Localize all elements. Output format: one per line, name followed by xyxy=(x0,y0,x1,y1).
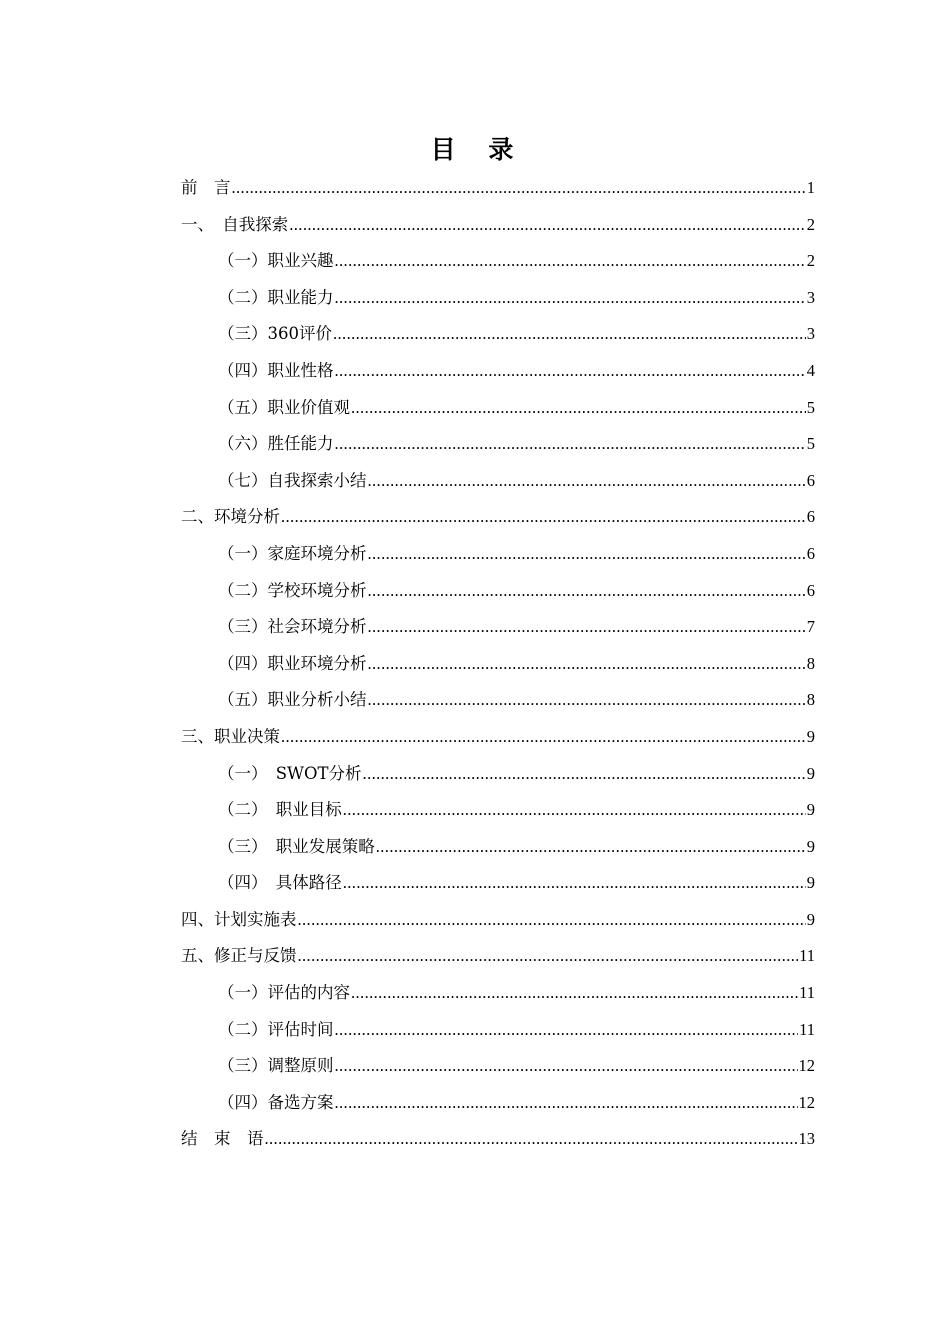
toc-entry-label: （一） SWOT分析 xyxy=(218,763,362,783)
toc-entry-label: （四）职业环境分析 xyxy=(218,653,367,673)
toc-entry[interactable] xyxy=(181,975,815,1012)
toc-entry-label: （一）职业兴趣 xyxy=(218,251,334,271)
toc-entry-page-number: 9 xyxy=(806,909,815,929)
toc-entry-page-number: 6 xyxy=(806,580,815,600)
toc-entry-page-number: 4 xyxy=(806,360,815,380)
toc-dot-leader xyxy=(368,682,806,719)
toc-entry[interactable] xyxy=(181,829,815,866)
toc-entry-page-number: 11 xyxy=(799,946,815,966)
toc-dot-leader xyxy=(289,207,806,244)
toc-entry-label: 四、计划实施表 xyxy=(181,909,297,929)
toc-entry[interactable] xyxy=(181,756,815,793)
toc-entry-label: 一、 自我探索 xyxy=(181,214,289,234)
toc-entry-page-number: 9 xyxy=(806,763,815,783)
toc-entry-page-number: 8 xyxy=(806,653,815,673)
toc-entry-page-number: 2 xyxy=(806,214,815,234)
toc-entry[interactable] xyxy=(181,536,815,573)
toc-entry-page-number: 9 xyxy=(806,836,815,856)
toc-entry-label: 五、修正与反馈 xyxy=(181,946,297,966)
toc-dot-leader xyxy=(335,243,806,280)
toc-dot-leader xyxy=(333,316,806,353)
toc-entry-page-number: 9 xyxy=(806,800,815,820)
toc-dot-leader xyxy=(351,975,798,1012)
toc-entry[interactable] xyxy=(181,646,815,683)
toc-entry-page-number: 3 xyxy=(806,324,815,344)
toc-dot-leader xyxy=(343,865,806,902)
toc-entry[interactable] xyxy=(181,1085,815,1122)
toc-entry[interactable] xyxy=(181,243,815,280)
toc-entry-label: （四） 具体路径 xyxy=(218,873,342,893)
toc-entry[interactable] xyxy=(181,280,815,317)
toc-entry-label: （二）评估时间 xyxy=(218,1019,334,1039)
toc-entry[interactable] xyxy=(181,207,815,244)
toc-entry-label: （一）家庭环境分析 xyxy=(218,543,367,563)
toc-entry-label: （一）评估的内容 xyxy=(218,983,350,1003)
toc-entry-label: （六）胜任能力 xyxy=(218,434,334,454)
toc-entry-label: （二）职业能力 xyxy=(218,287,334,307)
toc-entry[interactable] xyxy=(181,792,815,829)
toc-entry-page-number: 2 xyxy=(806,251,815,271)
toc-dot-leader xyxy=(335,1048,798,1085)
toc-entry[interactable] xyxy=(181,719,815,756)
toc-entry[interactable] xyxy=(181,1121,815,1158)
toc-entry-label: 前 言 xyxy=(181,178,231,197)
toc-entry-label: （二） 职业目标 xyxy=(218,800,342,820)
toc-entry-label: （二）学校环境分析 xyxy=(218,580,367,600)
toc-entry[interactable] xyxy=(181,573,815,610)
toc-dot-leader xyxy=(298,902,806,939)
toc-entry-page-number: 11 xyxy=(799,1019,815,1039)
toc-dot-leader xyxy=(335,1012,799,1049)
toc-entry-label: （四）职业性格 xyxy=(218,360,334,380)
toc-dot-leader xyxy=(298,938,799,975)
toc-entry-page-number: 3 xyxy=(806,287,815,307)
toc-dot-leader xyxy=(335,1085,798,1122)
toc-entry-label: 二、环境分析 xyxy=(181,507,280,527)
toc-dot-leader xyxy=(368,573,806,610)
toc-list xyxy=(181,170,815,1158)
toc-entry[interactable] xyxy=(181,170,815,207)
toc-entry-label: （三）调整原则 xyxy=(218,1056,334,1076)
toc-entry[interactable] xyxy=(181,316,815,353)
toc-entry-label: （三） 职业发展策略 xyxy=(218,836,375,856)
toc-entry-page-number: 11 xyxy=(799,983,815,1003)
toc-entry[interactable] xyxy=(181,1012,815,1049)
toc-entry-label: （三）社会环境分析 xyxy=(218,617,367,637)
toc-dot-leader xyxy=(335,426,806,463)
toc-entry-page-number: 6 xyxy=(806,543,815,563)
toc-dot-leader xyxy=(368,646,806,683)
toc-dot-leader xyxy=(351,390,806,427)
toc-dot-leader xyxy=(265,1121,798,1158)
toc-entry-page-number: 6 xyxy=(806,470,815,490)
toc-entry-label: 结 束 语 xyxy=(181,1129,264,1149)
toc-entry[interactable] xyxy=(181,463,815,500)
toc-entry[interactable] xyxy=(181,499,815,536)
toc-dot-leader xyxy=(281,719,806,756)
toc-entry-page-number: 13 xyxy=(798,1129,815,1149)
toc-entry-label: 三、职业决策 xyxy=(181,726,280,746)
toc-dot-leader xyxy=(281,499,806,536)
toc-entry-page-number: 12 xyxy=(798,1056,815,1076)
toc-entry-label: （五）职业价值观 xyxy=(218,397,350,417)
toc-dot-leader xyxy=(368,463,806,500)
toc-dot-leader xyxy=(376,829,806,866)
toc-dot-leader xyxy=(363,756,806,793)
toc-entry-page-number: 7 xyxy=(806,617,815,637)
toc-title: 目 录 xyxy=(430,135,526,164)
toc-entry-page-number: 6 xyxy=(806,507,815,527)
toc-dot-leader xyxy=(343,792,806,829)
toc-dot-leader xyxy=(335,280,806,317)
toc-entry[interactable] xyxy=(181,682,815,719)
toc-dot-leader xyxy=(368,609,806,646)
toc-entry[interactable] xyxy=(181,426,815,463)
toc-entry[interactable] xyxy=(181,609,815,646)
toc-entry-page-number: 5 xyxy=(806,434,815,454)
toc-dot-leader xyxy=(232,170,806,207)
toc-entry-page-number: 9 xyxy=(806,873,815,893)
toc-entry[interactable] xyxy=(181,1048,815,1085)
toc-entry-label: （四）备选方案 xyxy=(218,1092,334,1112)
toc-entry-label: （三）360评价 xyxy=(218,324,332,344)
toc-entry-page-number: 5 xyxy=(806,397,815,417)
toc-entry-page-number: 1 xyxy=(806,178,815,197)
toc-entry[interactable] xyxy=(181,353,815,390)
toc-entry-page-number: 12 xyxy=(798,1092,815,1112)
toc-entry[interactable] xyxy=(181,865,815,902)
toc-entry-page-number: 9 xyxy=(806,726,815,746)
toc-entry[interactable] xyxy=(181,902,815,939)
toc-dot-leader xyxy=(335,353,806,390)
toc-entry[interactable] xyxy=(181,938,815,975)
toc-entry-label: （七）自我探索小结 xyxy=(218,470,367,490)
toc-dot-leader xyxy=(368,536,806,573)
toc-entry[interactable] xyxy=(181,390,815,427)
toc-entry-page-number: 8 xyxy=(806,690,815,710)
toc-entry-label: （五）职业分析小结 xyxy=(218,690,367,710)
